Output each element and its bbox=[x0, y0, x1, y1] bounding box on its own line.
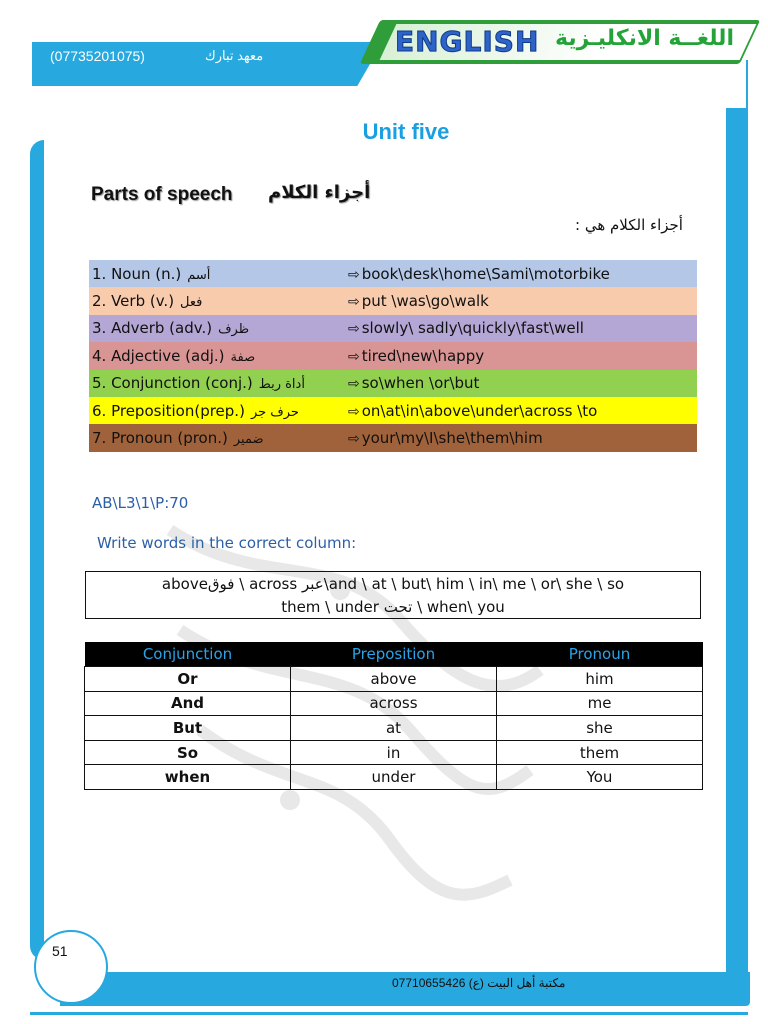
pos-examples-cell bbox=[345, 287, 697, 314]
brand-english: ENGLISH bbox=[395, 25, 540, 58]
pos-term: 4. Adjective (adj.) bbox=[92, 346, 225, 365]
pos-examples-cell bbox=[345, 315, 697, 342]
pronoun-cell: she bbox=[497, 716, 703, 741]
table-row bbox=[85, 716, 703, 741]
preposition-cell: at bbox=[291, 716, 497, 741]
table-row bbox=[85, 691, 703, 716]
header-phone: (07735201075) bbox=[50, 48, 145, 64]
conjunction-cell: when bbox=[85, 765, 291, 790]
pos-row bbox=[89, 342, 697, 369]
pronoun-cell: them bbox=[497, 740, 703, 765]
parts-of-speech-heading-arabic: أجزاء الكلام bbox=[268, 182, 371, 203]
pos-term-arabic: أداة ربط bbox=[258, 377, 305, 393]
pos-examples-cell bbox=[345, 370, 697, 397]
conjunction-cell: And bbox=[85, 691, 291, 716]
pos-term: 2. Verb (v.) bbox=[92, 292, 175, 311]
pos-term: 6. Preposition(prep.) bbox=[92, 401, 245, 420]
parts-of-speech-intro: أجزاء الكلام هي : bbox=[575, 216, 683, 234]
pos-term: 3. Adverb (adv.) bbox=[92, 319, 213, 338]
parts-of-speech-table bbox=[89, 260, 697, 452]
conjunction-cell: So bbox=[85, 740, 291, 765]
unit-title: Unit five bbox=[362, 119, 450, 144]
pos-examples-cell bbox=[345, 260, 697, 287]
pos-term-cell bbox=[89, 315, 345, 342]
pos-row bbox=[89, 287, 697, 314]
right-frame-bar bbox=[726, 108, 746, 988]
table-row bbox=[85, 667, 703, 692]
preposition-cell: above bbox=[291, 667, 497, 692]
page-number-circle bbox=[34, 930, 108, 1004]
pos-term-arabic: ضمير bbox=[233, 432, 264, 448]
pos-examples-cell bbox=[345, 397, 697, 424]
word-box-line-1: aboveفوق \ across عبر\and \ at \ but\ him \ in\ me \ or\ she \ so bbox=[161, 575, 625, 593]
header-institute: معهد تبارك bbox=[205, 48, 264, 63]
pos-row bbox=[89, 424, 697, 451]
pos-examples: tired\new\happy bbox=[361, 346, 485, 365]
pos-examples-cell bbox=[345, 342, 697, 369]
exercise-code: AB\L3\1\P:70 bbox=[92, 494, 189, 512]
parts-of-speech-heading: Parts of speech bbox=[91, 184, 233, 205]
arrow-icon: ⇨ bbox=[348, 376, 360, 393]
pos-row bbox=[89, 315, 697, 342]
pos-examples-cell bbox=[345, 424, 697, 451]
pos-term: 5. Conjunction (conj.) bbox=[92, 374, 253, 393]
pos-term-arabic: حرف جر bbox=[250, 404, 299, 420]
pos-examples: your\my\I\she\them\him bbox=[361, 429, 543, 448]
pos-examples: put \was\go\walk bbox=[361, 292, 489, 311]
preposition-cell: across bbox=[291, 691, 497, 716]
pos-term-cell bbox=[89, 342, 345, 369]
word-box bbox=[85, 571, 701, 619]
pos-row bbox=[89, 370, 697, 397]
arrow-icon: ⇨ bbox=[348, 431, 360, 448]
pos-term-cell bbox=[89, 424, 345, 451]
preposition-cell: in bbox=[291, 740, 497, 765]
conjunction-cell: But bbox=[85, 716, 291, 741]
pos-term-cell bbox=[89, 287, 345, 314]
arrow-icon: ⇨ bbox=[348, 348, 360, 365]
arrow-icon: ⇨ bbox=[348, 294, 360, 311]
pronoun-cell: me bbox=[497, 691, 703, 716]
header-pronoun: Pronoun bbox=[497, 642, 703, 667]
page-number: 51 bbox=[52, 943, 68, 959]
exercise-instruction: Write words in the correct column: bbox=[97, 534, 357, 552]
pos-examples: slowly\ sadly\quickly\fast\well bbox=[361, 319, 584, 338]
conjunction-cell: Or bbox=[85, 667, 291, 692]
pos-term-arabic: فعل bbox=[180, 295, 203, 311]
preposition-cell: under bbox=[291, 765, 497, 790]
pronoun-cell: him bbox=[497, 667, 703, 692]
bottom-line bbox=[30, 1012, 748, 1015]
brand-arabic: اللغــة الانكليـزية bbox=[555, 26, 734, 51]
pos-examples: so\when \or\but bbox=[361, 374, 480, 393]
header-preposition: Preposition bbox=[291, 642, 497, 667]
pos-term-cell bbox=[89, 260, 345, 287]
pos-examples: book\desk\home\Sami\motorbike bbox=[361, 264, 610, 283]
right-frame-line bbox=[746, 60, 748, 1000]
footer-text: مكتبة أهل البيت (ع) 07710655426 bbox=[392, 976, 566, 990]
answer-table bbox=[84, 642, 703, 790]
header-conjunction: Conjunction bbox=[85, 642, 291, 667]
pos-examples: on\at\in\above\under\across \to bbox=[361, 401, 598, 420]
table-row bbox=[85, 765, 703, 790]
pos-row bbox=[89, 260, 697, 287]
pos-term-arabic: صفة bbox=[230, 349, 256, 365]
pos-term-arabic: أسم bbox=[187, 267, 211, 283]
arrow-icon: ⇨ bbox=[348, 266, 360, 283]
pos-term-cell bbox=[89, 370, 345, 397]
pos-term-cell bbox=[89, 397, 345, 424]
table-row bbox=[85, 740, 703, 765]
left-frame-bar bbox=[30, 140, 44, 960]
pos-term: 7. Pronoun (pron.) bbox=[92, 429, 228, 448]
arrow-icon: ⇨ bbox=[348, 403, 360, 420]
answer-table-header bbox=[85, 642, 703, 667]
word-box-line-2: them \ under تحت \ when\ you bbox=[281, 598, 505, 616]
pos-row bbox=[89, 397, 697, 424]
pronoun-cell: You bbox=[497, 765, 703, 790]
pos-term: 1. Noun (n.) bbox=[92, 264, 182, 283]
pos-term-arabic: ظرف bbox=[218, 322, 250, 338]
arrow-icon: ⇨ bbox=[348, 321, 360, 338]
